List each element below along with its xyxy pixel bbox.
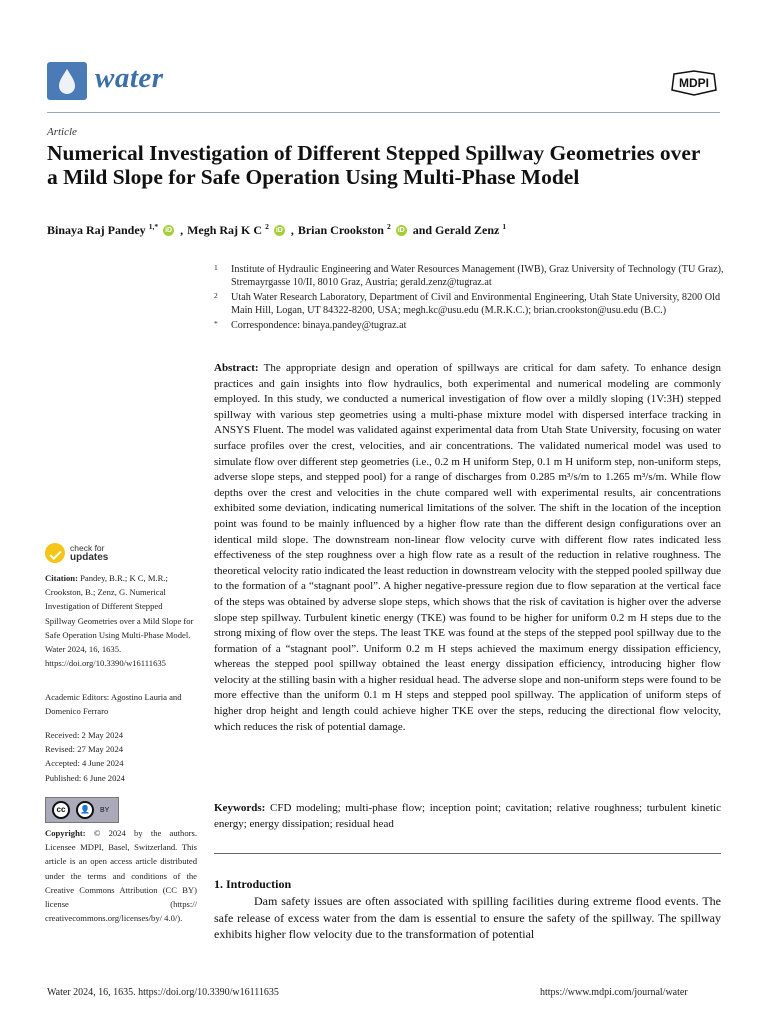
affiliation-item: 2 Utah Water Research Laboratory, Department of Civil and Environmental Engineering, Utah State University, 8200 Old Main Hill, Logan, UT 84322-8200, USA; megh.kc@usu.edu (M.R.K.C.); brian.crookston@usu.edu (B.C.) [214, 290, 721, 317]
citation-text[interactable]: Pandey, B.R.; K C, M.R.; Crookston, B.; Zenz, G. Numerical Investigation of Different Stepped Spillway Geometries over a Mild Slope for Safe Operation Using Multi-Phase Model. Water 2024, 16, 1635. https://doi.org/10.3390/w16111635 [45, 573, 194, 669]
affiliation-item: 1 Institute of Hydraulic Engineering and Water Resources Management (IWB), Graz University of Technology (TU Graz), Stremayrgasse 10/II, 8010 Graz, Austria; gerald.zenz@tugraz.at [214, 263, 724, 289]
author-name[interactable]: Megh Raj K C $^2$ [187, 222, 269, 237]
copyright [45, 826, 197, 925]
abstract-text: The appropriate design and operation of spillways are critical for dam safety. To enhance design practices and gain insights into flow hydraulics, both experimental and numerical modeling are commonly employed. In this study, we conducted a numerical investigation of flow over a mildly sloping (1V:3H) stepped spillway with various step geometries using a multi-phase mixture model with dispersed interface tracking in ANSYS Fluent. The model was validated against experimental data from Utah State University, focusing on water surface profiles over the crest, velocities, and air concentrations. The validated numerical model was used to simulate flow over different step geometries (i.e., 0.2 m H uniform Step, 0.1 m H uniform step, non-uniform steps, adverse slope steps, and stepped pool) for a range of discharges from 0.285 m³/s/m to 1.265 m³/s/m. While flow depths over the crest and velocities in the chute compared well with experimental results, air concentrations exhibited some deviation, indicating numerical limitations of the solver. The shift in the location of the inception point was found to be mainly influenced by a higher flow rate than the different design configurations over an identical mild slope. The downstream non-linear flow velocity curve with different flow rates indicated less effectiveness of the step roughness over a high flow rate as a result of the reduction in relative roughness. The theoretical velocity ratio indicated the least reduction in downstream velocity with the stepped pooled spillway due to the formation of a “stagnant pool”. A higher negative-pressure region due to flow separation at the vertical face of the steps was obtained by adverse slope steps, which shows that the risk of cavitation is higher over the adverse slope step spillway. Turbulent kinetic energy (TKE) was found to be higher for uniform 0.2 m H steps due to the strong mixing of flow over the steps. The least TKE was found at the steps of the stepped pool spillway due to the formation of a “stagnant pool”. Uniform 0.2 m H steps achieved the maximum energy dissipation efficiency, whereas the stepped pool spillway obtained the least energy dissipation efficiency, introducing higher flow velocity at the stilling basin with a higher residual head. The adverse slope and non-uniform steps were found to be more effective than the uniform 0.1 m H steps and stepped pool spillway. The application of uniform steps of higher drop height and length could achieve higher TKE over the steps, reducing the directional flow velocity, which reduces the risk of potential damage. [214, 362, 721, 733]
section-heading: 1. Introduction [214, 877, 292, 891]
footer-citation[interactable]: Water 2024, 16, 1635. https://doi.org/10.3390/w16111635 [47, 987, 279, 998]
abstract-label: Abstract: [214, 362, 259, 374]
publisher-name: MDPI [679, 76, 709, 90]
keywords-label: Keywords: [214, 802, 266, 814]
section-body: Dam safety issues are often associated with spilling facilities during extreme flood events. The safe release of excess water from the dam is essential to ensure the safety of the spillway. The spillway exhibits higher flow velocity due to the transformation of potential [214, 894, 721, 941]
citation-label: Citation: [45, 573, 78, 583]
author-name[interactable]: Binaya Raj Pandey $^{1,*}$ [47, 222, 159, 237]
footer-journal-link[interactable]: https://www.mdpi.com/journal/water [540, 987, 688, 998]
orcid-icon[interactable]: iD [275, 226, 283, 234]
date-accepted: Accepted: 4 June 2024 [45, 758, 124, 769]
orcid-icon[interactable]: iD [165, 226, 173, 234]
cc-icon: cc [52, 801, 70, 819]
check-updates-icon [45, 543, 65, 563]
copyright-text: © 2024 by the authors. Licensee MDPI, Basel, Switzerland. This article is an open access article distributed under the terms and conditions of the Creative Commons Attribution (CC BY) license (https:// creativecommons.org/licenses/by/ 4.0/). [45, 828, 197, 924]
article-type: Article [47, 126, 77, 138]
date-revised: Revised: 27 May 2024 [45, 744, 124, 755]
section-divider [214, 853, 721, 854]
orcid-icon[interactable]: iD [397, 226, 405, 234]
check-for-updates-button[interactable] [45, 540, 155, 566]
check-updates-line2: updates [70, 552, 109, 563]
publication-dates [45, 728, 195, 785]
cc-license-label: BY [100, 806, 110, 814]
correspondence: * Correspondence: binaya.pandey@tugraz.at [214, 318, 407, 331]
journal-name[interactable]: water [95, 62, 164, 94]
copyright-label: Copyright: [45, 828, 86, 838]
check-updates-line1: check for [70, 543, 105, 553]
keywords-text: CFD modeling; multi-phase flow; inception point; cavitation; relative roughness; turbulent kinetic energy; energy dissipation; residual head [214, 802, 721, 830]
academic-editors: Academic Editors: Agostino Lauria and Domenico Ferraro [45, 692, 182, 717]
article-title: Numerical Investigation of Different Stepped Spillway Geometries over a Mild Slope for Safe Operation Using Multi-Phase Model [47, 141, 701, 189]
date-received: Received: 2 May 2024 [45, 730, 124, 740]
abstract [214, 361, 721, 735]
author-name[interactable]: and Gerald Zenz $^1$ [412, 222, 507, 237]
keywords [214, 801, 721, 832]
author-list: Binaya Raj Pandey $^{1,*}$ iD , Megh Raj K C $^2$ iD , Brian Crookston $^2$ iD and Gerald Zenz $^1$ [47, 222, 507, 237]
citation [45, 571, 195, 670]
affiliations [214, 263, 724, 333]
author-name[interactable]: Brian Crookston $^2$ [297, 222, 391, 237]
attribution-icon: 👤 [76, 801, 94, 819]
header-divider [47, 112, 720, 113]
publisher-logo[interactable] [668, 70, 720, 96]
journal-logo-icon [47, 62, 87, 100]
date-published: Published: 6 June 2024 [45, 772, 125, 783]
cc-license-badge[interactable] [45, 797, 119, 823]
